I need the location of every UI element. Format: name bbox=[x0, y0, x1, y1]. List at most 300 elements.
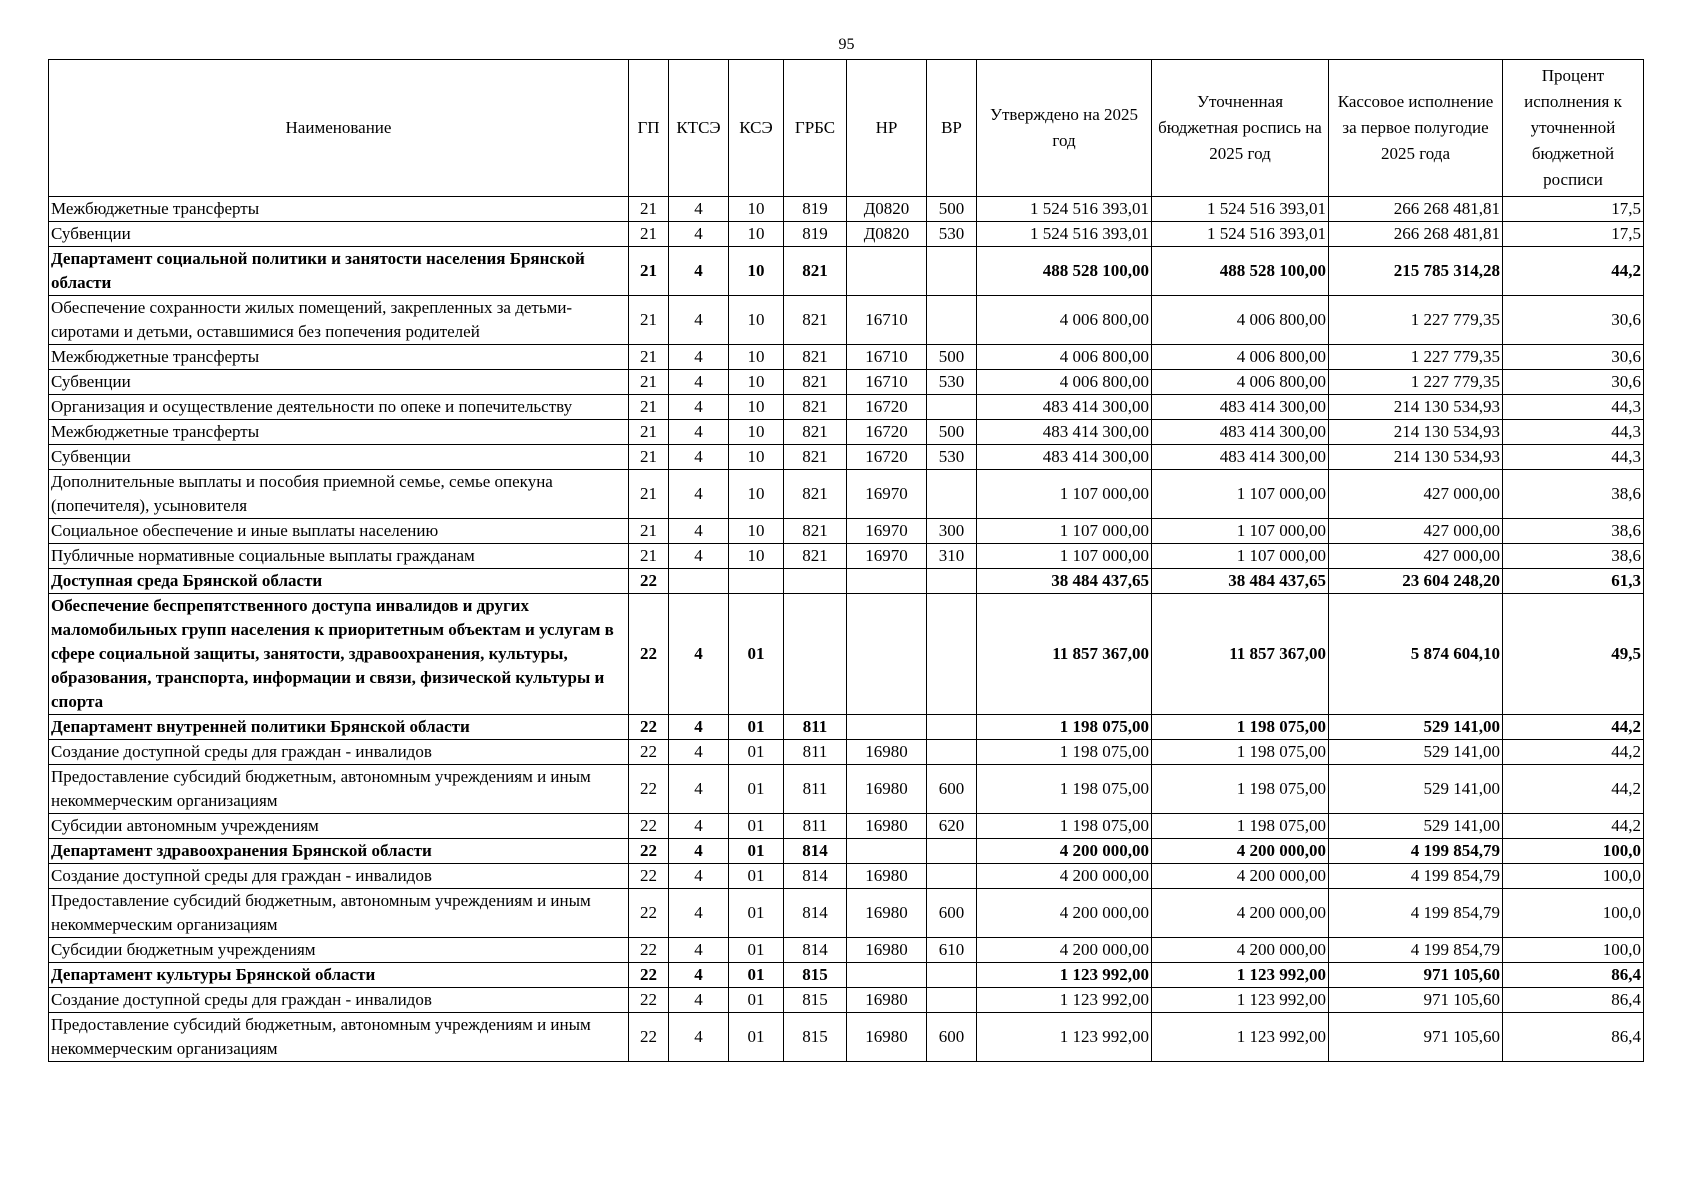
refined-cell: 4 006 800,00 bbox=[1152, 296, 1329, 345]
vr-cell: 610 bbox=[927, 938, 977, 963]
grbs-cell: 821 bbox=[784, 395, 847, 420]
approved-cell: 483 414 300,00 bbox=[977, 395, 1152, 420]
approved-cell: 4 200 000,00 bbox=[977, 839, 1152, 864]
gp-cell: 21 bbox=[629, 197, 669, 222]
header-nr: НР bbox=[847, 60, 927, 197]
vr-cell bbox=[927, 247, 977, 296]
ktse-cell: 4 bbox=[669, 889, 729, 938]
vr-cell bbox=[927, 296, 977, 345]
table-row bbox=[49, 544, 1644, 569]
approved-cell: 1 198 075,00 bbox=[977, 740, 1152, 765]
approved-cell: 38 484 437,65 bbox=[977, 569, 1152, 594]
approved-cell: 4 200 000,00 bbox=[977, 889, 1152, 938]
grbs-cell: 811 bbox=[784, 814, 847, 839]
cash-cell: 529 141,00 bbox=[1329, 715, 1503, 740]
page-number: 95 bbox=[838, 36, 855, 53]
nr-cell: 16710 bbox=[847, 296, 927, 345]
percent-cell: 30,6 bbox=[1503, 370, 1644, 395]
ktse-cell: 4 bbox=[669, 765, 729, 814]
approved-cell: 1 198 075,00 bbox=[977, 715, 1152, 740]
header-ktse: КТСЭ bbox=[669, 60, 729, 197]
percent-cell: 44,3 bbox=[1503, 395, 1644, 420]
refined-cell: 483 414 300,00 bbox=[1152, 395, 1329, 420]
kse-cell: 01 bbox=[729, 889, 784, 938]
cash-cell: 4 199 854,79 bbox=[1329, 889, 1503, 938]
percent-cell: 30,6 bbox=[1503, 296, 1644, 345]
kse-cell: 10 bbox=[729, 197, 784, 222]
refined-cell: 488 528 100,00 bbox=[1152, 247, 1329, 296]
approved-cell: 1 107 000,00 bbox=[977, 544, 1152, 569]
table-row bbox=[49, 839, 1644, 864]
vr-cell: 530 bbox=[927, 222, 977, 247]
refined-cell: 1 198 075,00 bbox=[1152, 715, 1329, 740]
ktse-cell: 4 bbox=[669, 370, 729, 395]
cash-cell: 427 000,00 bbox=[1329, 519, 1503, 544]
approved-cell: 1 107 000,00 bbox=[977, 519, 1152, 544]
approved-cell: 4 200 000,00 bbox=[977, 864, 1152, 889]
header-approved: Утверждено на 2025 год bbox=[977, 60, 1152, 197]
percent-cell: 38,6 bbox=[1503, 544, 1644, 569]
kse-cell: 10 bbox=[729, 519, 784, 544]
cash-cell: 4 199 854,79 bbox=[1329, 864, 1503, 889]
kse-cell: 01 bbox=[729, 814, 784, 839]
percent-cell: 100,0 bbox=[1503, 839, 1644, 864]
refined-cell: 1 123 992,00 bbox=[1152, 1013, 1329, 1062]
approved-cell: 1 123 992,00 bbox=[977, 963, 1152, 988]
approved-cell: 1 524 516 393,01 bbox=[977, 197, 1152, 222]
nr-cell bbox=[847, 963, 927, 988]
cash-cell: 215 785 314,28 bbox=[1329, 247, 1503, 296]
cash-cell: 971 105,60 bbox=[1329, 1013, 1503, 1062]
gp-cell: 22 bbox=[629, 864, 669, 889]
kse-cell: 10 bbox=[729, 222, 784, 247]
refined-cell: 1 198 075,00 bbox=[1152, 765, 1329, 814]
cash-cell: 266 268 481,81 bbox=[1329, 197, 1503, 222]
gp-cell: 21 bbox=[629, 345, 669, 370]
gp-cell: 22 bbox=[629, 1013, 669, 1062]
approved-cell: 4 006 800,00 bbox=[977, 370, 1152, 395]
nr-cell: 16980 bbox=[847, 864, 927, 889]
approved-cell: 483 414 300,00 bbox=[977, 445, 1152, 470]
grbs-cell: 821 bbox=[784, 445, 847, 470]
nr-cell bbox=[847, 839, 927, 864]
approved-cell: 483 414 300,00 bbox=[977, 420, 1152, 445]
vr-cell: 500 bbox=[927, 197, 977, 222]
vr-cell: 530 bbox=[927, 445, 977, 470]
cash-cell: 1 227 779,35 bbox=[1329, 345, 1503, 370]
approved-cell: 4 006 800,00 bbox=[977, 345, 1152, 370]
refined-cell: 1 123 992,00 bbox=[1152, 963, 1329, 988]
cash-cell: 214 130 534,93 bbox=[1329, 420, 1503, 445]
approved-cell: 11 857 367,00 bbox=[977, 594, 1152, 715]
name-cell: Департамент здравоохранения Брянской области bbox=[49, 839, 629, 864]
kse-cell: 10 bbox=[729, 296, 784, 345]
ktse-cell: 4 bbox=[669, 814, 729, 839]
grbs-cell: 821 bbox=[784, 370, 847, 395]
vr-cell: 600 bbox=[927, 1013, 977, 1062]
grbs-cell: 821 bbox=[784, 420, 847, 445]
refined-cell: 4 200 000,00 bbox=[1152, 889, 1329, 938]
kse-cell: 01 bbox=[729, 864, 784, 889]
name-cell: Социальное обеспечение и иные выплаты населению bbox=[49, 519, 629, 544]
gp-cell: 22 bbox=[629, 569, 669, 594]
header-name: Наименование bbox=[49, 60, 629, 197]
percent-cell: 86,4 bbox=[1503, 988, 1644, 1013]
grbs-cell: 811 bbox=[784, 715, 847, 740]
refined-cell: 4 006 800,00 bbox=[1152, 345, 1329, 370]
grbs-cell: 814 bbox=[784, 864, 847, 889]
nr-cell: 16980 bbox=[847, 988, 927, 1013]
refined-cell: 1 198 075,00 bbox=[1152, 740, 1329, 765]
gp-cell: 22 bbox=[629, 889, 669, 938]
name-cell: Предоставление субсидий бюджетным, автономным учреждениям и иным некоммерческим организациям bbox=[49, 1013, 629, 1062]
kse-cell: 10 bbox=[729, 470, 784, 519]
nr-cell: 16980 bbox=[847, 889, 927, 938]
vr-cell bbox=[927, 988, 977, 1013]
gp-cell: 21 bbox=[629, 370, 669, 395]
name-cell: Межбюджетные трансферты bbox=[49, 420, 629, 445]
nr-cell: Д0820 bbox=[847, 222, 927, 247]
percent-cell: 86,4 bbox=[1503, 963, 1644, 988]
vr-cell: 620 bbox=[927, 814, 977, 839]
vr-cell: 500 bbox=[927, 420, 977, 445]
name-cell: Публичные нормативные социальные выплаты гражданам bbox=[49, 544, 629, 569]
name-cell: Обеспечение беспрепятственного доступа инвалидов и других маломобильных групп населения к приоритетным объектам и услугам в сфере социальной защиты, занятости, здравоохранения, культуры, образования, транспорта, информации и связи, физической культуры и спорта bbox=[49, 594, 629, 715]
cash-cell: 4 199 854,79 bbox=[1329, 839, 1503, 864]
percent-cell: 100,0 bbox=[1503, 938, 1644, 963]
gp-cell: 22 bbox=[629, 765, 669, 814]
cash-cell: 529 141,00 bbox=[1329, 740, 1503, 765]
kse-cell: 01 bbox=[729, 839, 784, 864]
ktse-cell: 4 bbox=[669, 470, 729, 519]
gp-cell: 21 bbox=[629, 222, 669, 247]
gp-cell: 22 bbox=[629, 839, 669, 864]
table-row bbox=[49, 938, 1644, 963]
grbs-cell: 814 bbox=[784, 889, 847, 938]
grbs-cell: 819 bbox=[784, 222, 847, 247]
table-row bbox=[49, 1013, 1644, 1062]
refined-cell: 483 414 300,00 bbox=[1152, 420, 1329, 445]
kse-cell: 10 bbox=[729, 345, 784, 370]
kse-cell: 01 bbox=[729, 715, 784, 740]
kse-cell: 10 bbox=[729, 247, 784, 296]
percent-cell: 44,3 bbox=[1503, 420, 1644, 445]
vr-cell bbox=[927, 594, 977, 715]
cash-cell: 214 130 534,93 bbox=[1329, 395, 1503, 420]
ktse-cell: 4 bbox=[669, 296, 729, 345]
grbs-cell: 821 bbox=[784, 544, 847, 569]
ktse-cell: 4 bbox=[669, 740, 729, 765]
table-row bbox=[49, 420, 1644, 445]
kse-cell: 01 bbox=[729, 740, 784, 765]
approved-cell: 1 123 992,00 bbox=[977, 1013, 1152, 1062]
refined-cell: 483 414 300,00 bbox=[1152, 445, 1329, 470]
header-gp: ГП bbox=[629, 60, 669, 197]
vr-cell: 530 bbox=[927, 370, 977, 395]
ktse-cell: 4 bbox=[669, 222, 729, 247]
name-cell: Субсидии бюджетным учреждениям bbox=[49, 938, 629, 963]
refined-cell: 38 484 437,65 bbox=[1152, 569, 1329, 594]
percent-cell: 44,2 bbox=[1503, 740, 1644, 765]
ktse-cell: 4 bbox=[669, 938, 729, 963]
gp-cell: 21 bbox=[629, 395, 669, 420]
vr-cell: 500 bbox=[927, 345, 977, 370]
vr-cell: 300 bbox=[927, 519, 977, 544]
cash-cell: 529 141,00 bbox=[1329, 765, 1503, 814]
ktse-cell: 4 bbox=[669, 839, 729, 864]
table-row bbox=[49, 569, 1644, 594]
cash-cell: 971 105,60 bbox=[1329, 988, 1503, 1013]
refined-cell: 1 198 075,00 bbox=[1152, 814, 1329, 839]
approved-cell: 4 200 000,00 bbox=[977, 938, 1152, 963]
table-header-row bbox=[49, 60, 1644, 197]
kse-cell: 01 bbox=[729, 963, 784, 988]
nr-cell: 16720 bbox=[847, 445, 927, 470]
refined-cell: 4 200 000,00 bbox=[1152, 938, 1329, 963]
table-row bbox=[49, 470, 1644, 519]
header-vr: ВР bbox=[927, 60, 977, 197]
name-cell: Создание доступной среды для граждан - инвалидов bbox=[49, 988, 629, 1013]
grbs-cell: 819 bbox=[784, 197, 847, 222]
table-row bbox=[49, 519, 1644, 544]
table-row bbox=[49, 395, 1644, 420]
table-row bbox=[49, 296, 1644, 345]
ktse-cell: 4 bbox=[669, 715, 729, 740]
percent-cell: 86,4 bbox=[1503, 1013, 1644, 1062]
kse-cell: 10 bbox=[729, 370, 784, 395]
name-cell: Предоставление субсидий бюджетным, автономным учреждениям и иным некоммерческим организациям bbox=[49, 765, 629, 814]
header-grbs: ГРБС bbox=[784, 60, 847, 197]
percent-cell: 44,2 bbox=[1503, 765, 1644, 814]
cash-cell: 1 227 779,35 bbox=[1329, 296, 1503, 345]
header-kse: КСЭ bbox=[729, 60, 784, 197]
nr-cell: Д0820 bbox=[847, 197, 927, 222]
nr-cell: 16970 bbox=[847, 544, 927, 569]
approved-cell: 1 198 075,00 bbox=[977, 765, 1152, 814]
nr-cell bbox=[847, 569, 927, 594]
nr-cell: 16980 bbox=[847, 765, 927, 814]
name-cell: Департамент социальной политики и занятости населения Брянской области bbox=[49, 247, 629, 296]
table-row bbox=[49, 345, 1644, 370]
percent-cell: 17,5 bbox=[1503, 222, 1644, 247]
gp-cell: 22 bbox=[629, 988, 669, 1013]
percent-cell: 44,2 bbox=[1503, 247, 1644, 296]
percent-cell: 44,2 bbox=[1503, 715, 1644, 740]
vr-cell bbox=[927, 395, 977, 420]
cash-cell: 427 000,00 bbox=[1329, 470, 1503, 519]
refined-cell: 1 524 516 393,01 bbox=[1152, 222, 1329, 247]
cash-cell: 971 105,60 bbox=[1329, 963, 1503, 988]
vr-cell bbox=[927, 569, 977, 594]
nr-cell: 16980 bbox=[847, 740, 927, 765]
percent-cell: 100,0 bbox=[1503, 864, 1644, 889]
gp-cell: 21 bbox=[629, 296, 669, 345]
ktse-cell: 4 bbox=[669, 345, 729, 370]
nr-cell: 16970 bbox=[847, 470, 927, 519]
table-row bbox=[49, 963, 1644, 988]
name-cell: Доступная среда Брянской области bbox=[49, 569, 629, 594]
refined-cell: 1 107 000,00 bbox=[1152, 470, 1329, 519]
cash-cell: 5 874 604,10 bbox=[1329, 594, 1503, 715]
gp-cell: 21 bbox=[629, 519, 669, 544]
cash-cell: 427 000,00 bbox=[1329, 544, 1503, 569]
grbs-cell: 811 bbox=[784, 765, 847, 814]
ktse-cell: 4 bbox=[669, 519, 729, 544]
cash-cell: 529 141,00 bbox=[1329, 814, 1503, 839]
cash-cell: 23 604 248,20 bbox=[1329, 569, 1503, 594]
kse-cell: 01 bbox=[729, 988, 784, 1013]
table-row bbox=[49, 594, 1644, 715]
table-row bbox=[49, 864, 1644, 889]
gp-cell: 21 bbox=[629, 445, 669, 470]
nr-cell: 16980 bbox=[847, 1013, 927, 1062]
table-body bbox=[49, 197, 1644, 1062]
header-refined-schedule: Уточненная бюджетная роспись на 2025 год bbox=[1152, 60, 1329, 197]
nr-cell bbox=[847, 247, 927, 296]
table-row bbox=[49, 814, 1644, 839]
table-row bbox=[49, 988, 1644, 1013]
name-cell: Предоставление субсидий бюджетным, автономным учреждениям и иным некоммерческим организациям bbox=[49, 889, 629, 938]
refined-cell: 4 006 800,00 bbox=[1152, 370, 1329, 395]
nr-cell: 16720 bbox=[847, 420, 927, 445]
kse-cell: 10 bbox=[729, 445, 784, 470]
budget-table bbox=[48, 59, 1644, 1062]
percent-cell: 44,3 bbox=[1503, 445, 1644, 470]
name-cell: Субвенции bbox=[49, 222, 629, 247]
cash-cell: 1 227 779,35 bbox=[1329, 370, 1503, 395]
percent-cell: 38,6 bbox=[1503, 470, 1644, 519]
name-cell: Дополнительные выплаты и пособия приемной семье, семье опекуна (попечителя), усыновителя bbox=[49, 470, 629, 519]
nr-cell: 16720 bbox=[847, 395, 927, 420]
approved-cell: 488 528 100,00 bbox=[977, 247, 1152, 296]
percent-cell: 49,5 bbox=[1503, 594, 1644, 715]
vr-cell bbox=[927, 839, 977, 864]
nr-cell: 16710 bbox=[847, 345, 927, 370]
ktse-cell: 4 bbox=[669, 1013, 729, 1062]
header-cash-execution: Кассовое исполнение за первое полугодие 2025 года bbox=[1329, 60, 1503, 197]
ktse-cell bbox=[669, 569, 729, 594]
grbs-cell: 821 bbox=[784, 247, 847, 296]
name-cell: Субвенции bbox=[49, 445, 629, 470]
grbs-cell bbox=[784, 569, 847, 594]
grbs-cell: 815 bbox=[784, 988, 847, 1013]
vr-cell: 310 bbox=[927, 544, 977, 569]
grbs-cell: 821 bbox=[784, 345, 847, 370]
gp-cell: 22 bbox=[629, 740, 669, 765]
approved-cell: 1 524 516 393,01 bbox=[977, 222, 1152, 247]
refined-cell: 4 200 000,00 bbox=[1152, 839, 1329, 864]
gp-cell: 21 bbox=[629, 420, 669, 445]
percent-cell: 61,3 bbox=[1503, 569, 1644, 594]
grbs-cell: 811 bbox=[784, 740, 847, 765]
ktse-cell: 4 bbox=[669, 395, 729, 420]
grbs-cell: 814 bbox=[784, 839, 847, 864]
table-row bbox=[49, 715, 1644, 740]
percent-cell: 44,2 bbox=[1503, 814, 1644, 839]
ktse-cell: 4 bbox=[669, 594, 729, 715]
cash-cell: 4 199 854,79 bbox=[1329, 938, 1503, 963]
gp-cell: 22 bbox=[629, 938, 669, 963]
vr-cell bbox=[927, 963, 977, 988]
gp-cell: 22 bbox=[629, 963, 669, 988]
name-cell: Обеспечение сохранности жилых помещений, закрепленных за детьми-сиротами и детьми, оставшимися без попечения родителей bbox=[49, 296, 629, 345]
ktse-cell: 4 bbox=[669, 420, 729, 445]
kse-cell bbox=[729, 569, 784, 594]
percent-cell: 17,5 bbox=[1503, 197, 1644, 222]
kse-cell: 01 bbox=[729, 765, 784, 814]
vr-cell bbox=[927, 740, 977, 765]
refined-cell: 4 200 000,00 bbox=[1152, 864, 1329, 889]
gp-cell: 21 bbox=[629, 247, 669, 296]
name-cell: Департамент внутренней политики Брянской области bbox=[49, 715, 629, 740]
refined-cell: 1 107 000,00 bbox=[1152, 519, 1329, 544]
grbs-cell bbox=[784, 594, 847, 715]
table-row bbox=[49, 197, 1644, 222]
vr-cell: 600 bbox=[927, 889, 977, 938]
vr-cell bbox=[927, 470, 977, 519]
table-row bbox=[49, 765, 1644, 814]
table-row bbox=[49, 247, 1644, 296]
grbs-cell: 821 bbox=[784, 296, 847, 345]
kse-cell: 10 bbox=[729, 420, 784, 445]
refined-cell: 1 107 000,00 bbox=[1152, 544, 1329, 569]
percent-cell: 30,6 bbox=[1503, 345, 1644, 370]
ktse-cell: 4 bbox=[669, 864, 729, 889]
kse-cell: 01 bbox=[729, 1013, 784, 1062]
grbs-cell: 814 bbox=[784, 938, 847, 963]
vr-cell bbox=[927, 864, 977, 889]
nr-cell bbox=[847, 594, 927, 715]
grbs-cell: 815 bbox=[784, 1013, 847, 1062]
cash-cell: 214 130 534,93 bbox=[1329, 445, 1503, 470]
name-cell: Создание доступной среды для граждан - инвалидов bbox=[49, 740, 629, 765]
name-cell: Организация и осуществление деятельности по опеке и попечительству bbox=[49, 395, 629, 420]
kse-cell: 10 bbox=[729, 544, 784, 569]
nr-cell: 16980 bbox=[847, 814, 927, 839]
name-cell: Департамент культуры Брянской области bbox=[49, 963, 629, 988]
header-execution-percent: Процент исполнения к уточненной бюджетной росписи bbox=[1503, 60, 1644, 197]
gp-cell: 22 bbox=[629, 594, 669, 715]
table-row bbox=[49, 370, 1644, 395]
table-row bbox=[49, 222, 1644, 247]
name-cell: Создание доступной среды для граждан - инвалидов bbox=[49, 864, 629, 889]
name-cell: Субсидии автономным учреждениям bbox=[49, 814, 629, 839]
table-row bbox=[49, 740, 1644, 765]
refined-cell: 11 857 367,00 bbox=[1152, 594, 1329, 715]
gp-cell: 22 bbox=[629, 814, 669, 839]
grbs-cell: 821 bbox=[784, 519, 847, 544]
table-row bbox=[49, 889, 1644, 938]
gp-cell: 21 bbox=[629, 544, 669, 569]
name-cell: Субвенции bbox=[49, 370, 629, 395]
kse-cell: 10 bbox=[729, 395, 784, 420]
kse-cell: 01 bbox=[729, 594, 784, 715]
ktse-cell: 4 bbox=[669, 247, 729, 296]
vr-cell: 600 bbox=[927, 765, 977, 814]
cash-cell: 266 268 481,81 bbox=[1329, 222, 1503, 247]
vr-cell bbox=[927, 715, 977, 740]
refined-cell: 1 123 992,00 bbox=[1152, 988, 1329, 1013]
gp-cell: 21 bbox=[629, 470, 669, 519]
nr-cell: 16710 bbox=[847, 370, 927, 395]
approved-cell: 1 123 992,00 bbox=[977, 988, 1152, 1013]
nr-cell bbox=[847, 715, 927, 740]
table-row bbox=[49, 445, 1644, 470]
refined-cell: 1 524 516 393,01 bbox=[1152, 197, 1329, 222]
grbs-cell: 821 bbox=[784, 470, 847, 519]
ktse-cell: 4 bbox=[669, 544, 729, 569]
name-cell: Межбюджетные трансферты bbox=[49, 197, 629, 222]
